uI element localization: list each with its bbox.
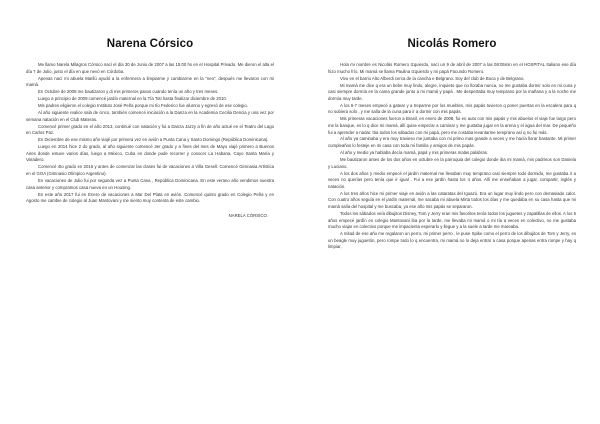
right-page — [300, 0, 600, 424]
paragraph: Me llamo Narela Milagros Córsico nací el día 30 de Junio de 2007 a las 15:00 hs en el Hospital Privado. Me dieron el alta el día 7 de Julio, justo el día en que nevó en Córdoba. — [26, 62, 274, 74]
left-page-title: Narena Córsico — [106, 38, 194, 50]
paragraph: Al año ya caminaba y era muy travieso me juntaba con mi primo mas grande a veces y me hacía llorar bastante. Mi primer cumpleaños lo festeje en mi casa con toda mi familia y amigos de mis papás. — [328, 136, 576, 149]
paragraph: Mi mamá me dice q era un bebe muy lindo, alegre, inquieto que no lloraba nunca, no me gustaba dormir solo en mi cuna y casi siempre dormía en la cama grande junto a mi mamá y papá . Me despertaba muy temprano por la mañana y a la noche me dormía muy tarde. — [328, 82, 576, 101]
paragraph: Luego en 2014 hice 2 do grado, al año siguiente comencé 3er grado y a fines del mes de Mayo viajé primero a Buenos Aires donde estuve varios días, luego a México, Cuba en donde pude recorrer y conocer La Habana, Cayo Santa María y Varadero. — [26, 144, 274, 163]
paragraph: Me bautizaron antes de los dos años en octubre en la parroquia del colegio donde iba mi mamá, mis padrinos son Daniela y Luciano. — [328, 157, 576, 169]
paragraph: Mis primeras vacaciones fueron a Brasil, en enero de 2008, fui en auto con mis papás y mis abuelos el viaje fue largo pero me la banque, es lo q dice mi mamá, allí quise empezar a caminar y me gustaba jugar en la arena y el agua del mar. De pequeño fui a aprender a nadar. Iba todos los sábados con mi papá, pero me costaba levantarme temprano así q no fui más. — [328, 116, 576, 135]
paragraph: Luego a principio de 2009 comencé jardín maternal en la Tía Toti hasta finalizar diciembre de 2010. — [38, 96, 228, 102]
left-page-body — [26, 62, 274, 205]
signature: NARELA CÓRSICO. — [228, 212, 268, 218]
paragraph: En Octubre de 2008 me bautizaron y di mis primeros pasos cuando tenía un año y tres meses. — [38, 89, 219, 95]
paragraph: Comencé primer grado en el año 2013, continué con natación y fui a Danza Jazzy a fin de año actué en el Teatro del Lago en Carlos Paz. — [26, 123, 274, 136]
paragraph: A los dos años y medio empecé el jardín maternal me llevaban muy temprano casi siempre todo dormido, me gustaba ir a veces no querías pero tenía que ir igual . Fui a ese jardín hasta los 4 años. Allí me enseñaban a jugar, compartir, inglés y natación. — [328, 170, 576, 189]
paragraph: Comencé 4to grado en 2016 y antes de comenzar las clases fui de vacaciones a Villa Gesell. Comencé Gimnasia Artística en el GOA (Gimnasio Olímpico Argentino). — [26, 164, 274, 177]
paragraph: En vacaciones de Julio fui por segunda vez a Punta Cana , República Dominicana. En este verano año vendimos nuestra casa anterior y compramos casa nueva en un Housing. — [26, 178, 274, 190]
paragraph: Al año y medio ya hablaba decía mamá, papá y mis primeras malas palabras. — [340, 150, 489, 156]
paragraph: A los 6-7 meses empecé a gatear y a treparme por los muebles, mis papás tuvieron q poner puertas en la escalera para q no subiera solo , y me salía de la cuna para ir a dormir con mis papás. — [328, 102, 576, 115]
paragraph: A mitad de ese año me regalaron un perro, mi primer perro , le puse Spike como el perro de los dibujitos de Tom y Jerry, es un beagle muy juguetón, pero rompe todo lo q encuentra, mi mamá no lo deja entrar a casa porque apenas entra rompe y hay q limpiar, — [328, 231, 576, 250]
paragraph: Vivo en el barrio Alto Alberdi cerca de la cancha e Belgrano. Soy del club de Boca y de Belgrano. — [340, 75, 525, 81]
paragraph: En Diciembre de ese mismo año viajé por primera vez en avión a Punta Cana y Santo Domingo (República Dominicana). — [38, 137, 269, 143]
paragraph: Mis padres eligieron el colegio Instituto José Peña porque mi tío Federico fue alumno y egresó de ese colegio. — [38, 103, 248, 109]
right-page-title: Nicolás Romero — [407, 38, 497, 50]
paragraph: A los tres años hice mi primer viaje en avión a las cataratas del Iguazú. Era un lugar muy lindo pero con demasiado calor. Con cuatro años seguía en el jardín maternal, me sacaba mi abuela Mirta todos los días y me quedaba en su casa hasta que mi mamá salía del hospital y me buscaba, ya ese año mis papás se separaron. — [328, 190, 576, 209]
paragraph: Al año siguiente realice sala de cinco, también comencé iniciación a la Danza en la Academia Cecilia Dencia y una vez por semana natación en el Club Materas. — [26, 110, 274, 122]
paragraph: Apenas nací mi abuela Marilú ayudó a la enfermera a limpiarme y cambiarme en la “neo”, después me llevaron con mi mamá. — [26, 75, 274, 88]
right-page-body — [328, 62, 576, 251]
paragraph: Hola mi nombre es Nicolás Romero Izquierdo, nací un 9 de abril de 2007 a las 08:05min en el HOSPITAL Italiano ese día hizo mucho frío. Mi mamá se llama Paulina Izquierdo y mi papá Facundo Romero. — [328, 62, 576, 74]
paragraph: Todos los sábados veía dibujitos Disney, Tom y Jerry eran mis favoritos tenía todos los juguetes y zapatillas de ellos. A los 5 años empecé jardín en colegio Mantovani iba por la tarde, me llevaba mi mamá o mi tía a veces en colectivo, no me gustaba mucho viajar en colectivo porque me impacienta esperarlo y llegue y a la suele a tarde me mareaba. — [328, 210, 576, 230]
paragraph: En este año 2017 fui en Enero de vacaciones a Mar Del Plata en avión. Comencé quinto grado en Colegio Peña y en Agosto me cambie de colegio al Juan Mantovani y me siento muy contenta de este cambio. — [26, 191, 274, 204]
